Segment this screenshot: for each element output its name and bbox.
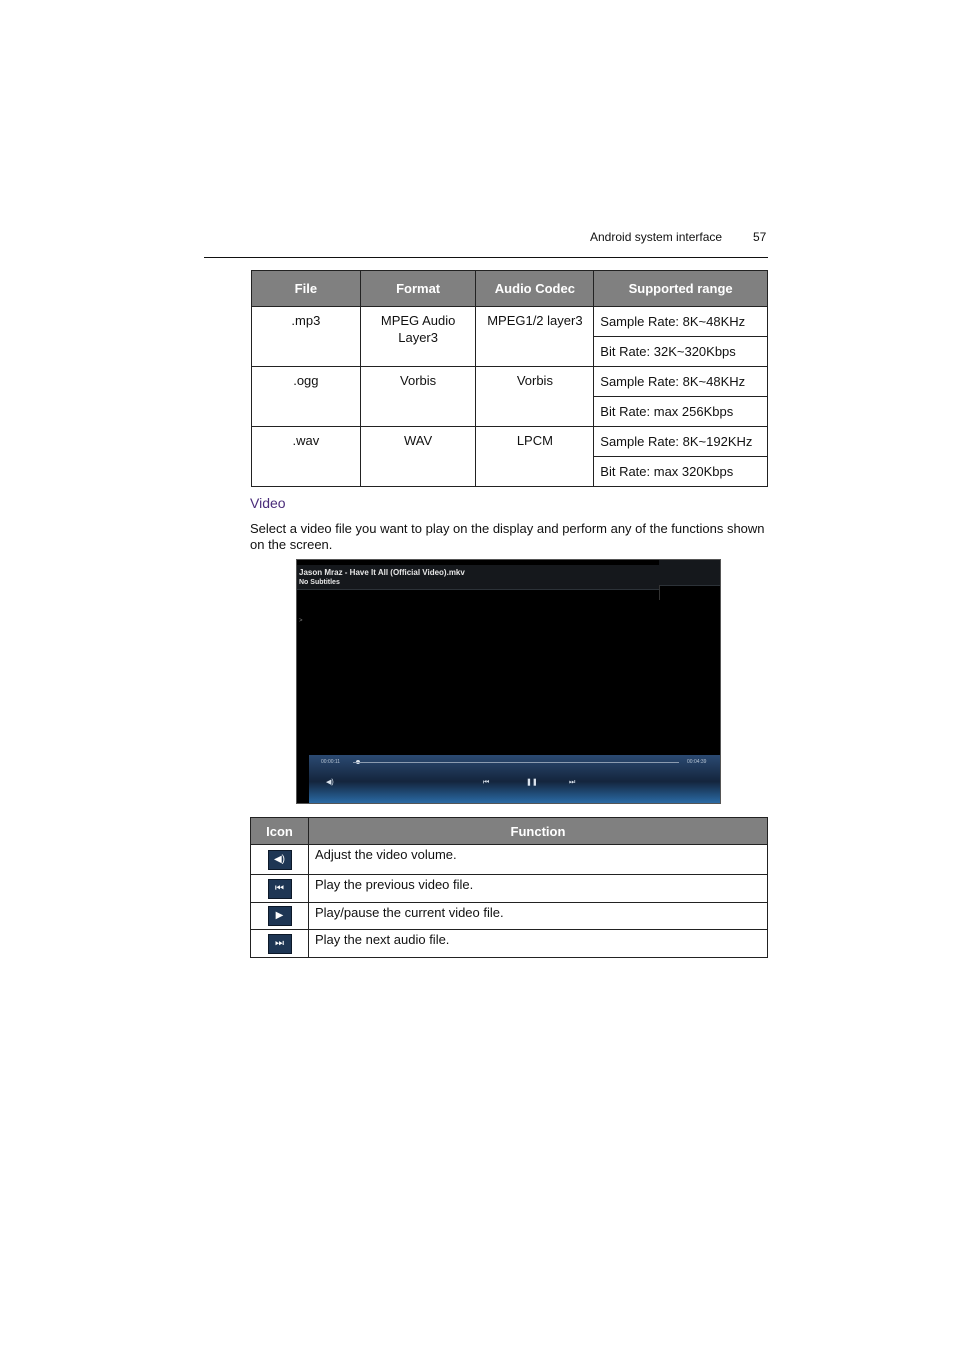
cell-format: WAV (360, 427, 476, 487)
player-control-bar (309, 755, 721, 803)
chevron-right-icon[interactable]: > (299, 618, 303, 624)
running-header: Android system interface (590, 230, 723, 244)
page-number: 57 (753, 230, 767, 244)
table-row (251, 930, 768, 958)
function-description: Adjust the video volume. (309, 845, 768, 875)
table-row (251, 845, 768, 875)
table-header-row (252, 271, 768, 307)
next-icon[interactable]: ⏭ (569, 779, 576, 786)
progress-track[interactable] (353, 762, 679, 763)
icon-function-table (250, 817, 768, 958)
function-description: Play the previous video file. (309, 875, 768, 903)
column-header-codec: Audio Codec (476, 271, 594, 307)
player-side-panel (659, 560, 721, 586)
player-subtitle-status[interactable]: No Subtitles (299, 579, 340, 586)
icon-cell (251, 875, 309, 903)
table-row (252, 307, 768, 337)
table-row (251, 903, 768, 930)
cell-bit-rate: Bit Rate: max 320Kbps (594, 457, 768, 487)
icon-cell (251, 930, 309, 958)
function-description: Play the next audio file. (309, 930, 768, 958)
total-duration: 00:04:39 (687, 759, 707, 765)
icon-cell (251, 845, 309, 875)
player-file-name: Jason Mraz - Have It All (Official Video).mkv (299, 568, 465, 577)
cell-format: MPEG Audio Layer3 (360, 307, 476, 367)
player-divider (659, 585, 660, 600)
play-icon: ▶ (268, 906, 292, 926)
cell-file: .mp3 (252, 307, 361, 367)
cell-file: .ogg (252, 367, 361, 427)
cell-bit-rate: Bit Rate: max 256Kbps (594, 397, 768, 427)
audio-format-table (251, 270, 768, 487)
cell-sample-rate: Sample Rate: 8K~48KHz (594, 307, 768, 337)
table-row (252, 427, 768, 457)
cell-codec: MPEG1/2 layer3 (476, 307, 594, 367)
table-row (251, 875, 768, 903)
icon-cell (251, 903, 309, 930)
cell-file: .wav (252, 427, 361, 487)
cell-codec: LPCM (476, 427, 594, 487)
column-header-icon: Icon (251, 818, 309, 845)
cell-sample-rate: Sample Rate: 8K~48KHz (594, 367, 768, 397)
video-player-screenshot (296, 559, 721, 804)
next-icon: ⏭ (268, 934, 292, 954)
column-header-function: Function (309, 818, 768, 845)
function-description: Play/pause the current video file. (309, 903, 768, 930)
volume-icon[interactable]: ◀) (326, 779, 334, 786)
cell-bit-rate: Bit Rate: 32K~320Kbps (594, 337, 768, 367)
column-header-range: Supported range (594, 271, 768, 307)
cell-codec: Vorbis (476, 367, 594, 427)
cell-format: Vorbis (360, 367, 476, 427)
pause-icon[interactable]: ❚❚ (526, 779, 538, 786)
player-title-bar (297, 565, 660, 590)
column-header-file: File (252, 271, 361, 307)
column-header-format: Format (360, 271, 476, 307)
table-header-row (251, 818, 768, 845)
header-rule (204, 257, 768, 258)
elapsed-time: 00:00:11 (321, 759, 341, 765)
table-row (252, 367, 768, 397)
video-instructions: Select a video file you want to play on the display and perform any of the functions shown on the screen. (250, 521, 765, 552)
previous-icon[interactable]: ⏮ (483, 779, 490, 786)
previous-icon: ⏮ (268, 879, 292, 899)
section-title-video: Video (250, 495, 286, 511)
volume-icon: ◀) (268, 850, 292, 870)
cell-sample-rate: Sample Rate: 8K~192KHz (594, 427, 768, 457)
